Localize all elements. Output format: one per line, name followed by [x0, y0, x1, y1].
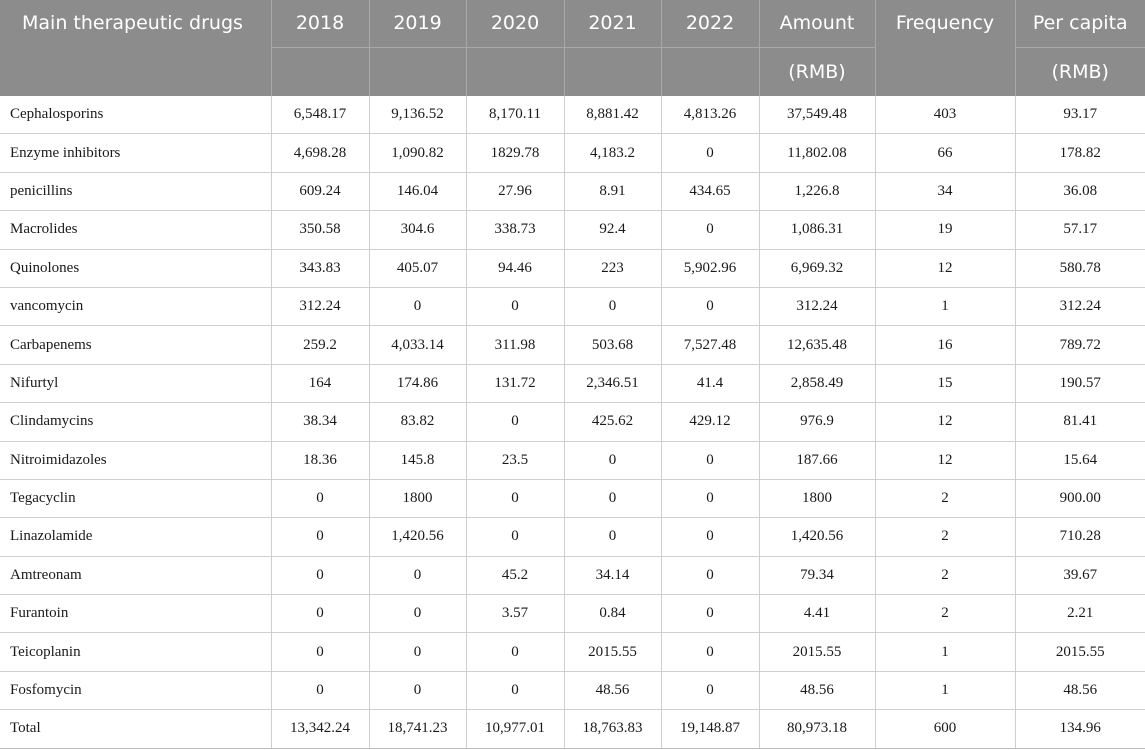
- cell-per-capita: 2.21: [1015, 595, 1145, 633]
- cell-per-capita: 312.24: [1015, 287, 1145, 325]
- cell-y2021: 4,183.2: [564, 134, 661, 172]
- table-row: [0, 441, 1145, 479]
- cell-y2018: 0: [271, 479, 369, 517]
- header-2021: [564, 0, 661, 96]
- cell-drug: Enzyme inhibitors: [0, 134, 271, 172]
- cell-frequency: 12: [875, 441, 1015, 479]
- header-2018: [271, 0, 369, 96]
- cell-y2019: 405.07: [369, 249, 466, 287]
- cell-y2019: 146.04: [369, 172, 466, 210]
- cell-y2019: 1,090.82: [369, 134, 466, 172]
- cell-y2020: 27.96: [466, 172, 564, 210]
- cell-y2020: 45.2: [466, 556, 564, 594]
- cell-y2022: 0: [661, 633, 759, 671]
- cell-y2020: 3.57: [466, 595, 564, 633]
- cell-amount: 312.24: [759, 287, 875, 325]
- cell-y2018: 164: [271, 364, 369, 402]
- cell-drug: Clindamycins: [0, 403, 271, 441]
- cell-y2018: 4,698.28: [271, 134, 369, 172]
- table-row: [0, 249, 1145, 287]
- cell-per-capita: 710.28: [1015, 518, 1145, 556]
- cell-per-capita: 93.17: [1015, 96, 1145, 134]
- header-per-capita-unit: (RMB): [1016, 47, 1145, 96]
- cell-y2019: 1,420.56: [369, 518, 466, 556]
- cell-drug: Teicoplanin: [0, 633, 271, 671]
- cell-y2018: 343.83: [271, 249, 369, 287]
- cell-per-capita: 789.72: [1015, 326, 1145, 364]
- cell-y2019: 9,136.52: [369, 96, 466, 134]
- cell-y2022: 5,902.96: [661, 249, 759, 287]
- cell-y2018: 312.24: [271, 287, 369, 325]
- header-drug: [0, 0, 271, 96]
- header-2020: [466, 0, 564, 96]
- cell-y2020: 94.46: [466, 249, 564, 287]
- cell-frequency: 16: [875, 326, 1015, 364]
- header-drug-label: Main therapeutic drugs: [22, 12, 243, 34]
- cell-amount: 11,802.08: [759, 134, 875, 172]
- cell-y2022: 19,148.87: [661, 710, 759, 748]
- cell-frequency: 1: [875, 671, 1015, 709]
- cell-per-capita: 36.08: [1015, 172, 1145, 210]
- cell-y2020: 311.98: [466, 326, 564, 364]
- cell-y2021: 18,763.83: [564, 710, 661, 748]
- table-row: [0, 96, 1145, 134]
- cell-y2022: 0: [661, 134, 759, 172]
- cell-y2022: 0: [661, 595, 759, 633]
- cell-y2018: 18.36: [271, 441, 369, 479]
- cell-y2020: 338.73: [466, 211, 564, 249]
- table-row: [0, 364, 1145, 402]
- cell-y2020: 0: [466, 633, 564, 671]
- cell-y2018: 0: [271, 518, 369, 556]
- cell-per-capita: 178.82: [1015, 134, 1145, 172]
- cell-y2019: 0: [369, 633, 466, 671]
- table-row: [0, 326, 1145, 364]
- header-amount-label: Amount: [779, 12, 855, 34]
- cell-drug: Total: [0, 710, 271, 748]
- cell-y2020: 0: [466, 403, 564, 441]
- cell-y2018: 259.2: [271, 326, 369, 364]
- cell-drug: penicillins: [0, 172, 271, 210]
- cell-frequency: 19: [875, 211, 1015, 249]
- header-row: [0, 0, 1145, 96]
- cell-frequency: 12: [875, 249, 1015, 287]
- cell-amount: 1800: [759, 479, 875, 517]
- header-2018-label: 2018: [295, 12, 345, 34]
- cell-per-capita: 900.00: [1015, 479, 1145, 517]
- cell-y2019: 0: [369, 287, 466, 325]
- header-2019: [369, 0, 466, 96]
- header-2020-label: 2020: [490, 12, 540, 34]
- cell-per-capita: 15.64: [1015, 441, 1145, 479]
- cell-per-capita: 57.17: [1015, 211, 1145, 249]
- cell-y2020: 0: [466, 479, 564, 517]
- cell-y2018: 0: [271, 671, 369, 709]
- cell-amount: 1,226.8: [759, 172, 875, 210]
- cell-drug: Nifurtyl: [0, 364, 271, 402]
- cell-amount: 6,969.32: [759, 249, 875, 287]
- cell-y2018: 0: [271, 556, 369, 594]
- table-row: [0, 134, 1145, 172]
- cell-frequency: 66: [875, 134, 1015, 172]
- table-row: [0, 671, 1145, 709]
- header-amount: [759, 0, 875, 96]
- cell-y2018: 38.34: [271, 403, 369, 441]
- table-row: [0, 595, 1145, 633]
- cell-frequency: 2: [875, 479, 1015, 517]
- cell-frequency: 12: [875, 403, 1015, 441]
- cell-frequency: 600: [875, 710, 1015, 748]
- cell-y2022: 4,813.26: [661, 96, 759, 134]
- cell-amount: 187.66: [759, 441, 875, 479]
- cell-y2021: 34.14: [564, 556, 661, 594]
- header-2021-label: 2021: [588, 12, 637, 34]
- cell-drug: Macrolides: [0, 211, 271, 249]
- cell-y2019: 174.86: [369, 364, 466, 402]
- cell-y2019: 83.82: [369, 403, 466, 441]
- cell-y2021: 0: [564, 441, 661, 479]
- cell-per-capita: 190.57: [1015, 364, 1145, 402]
- cell-frequency: 1: [875, 287, 1015, 325]
- cell-y2020: 0: [466, 518, 564, 556]
- cell-drug: Furantoin: [0, 595, 271, 633]
- cell-y2020: 0: [466, 287, 564, 325]
- table-row: [0, 172, 1145, 210]
- cell-frequency: 34: [875, 172, 1015, 210]
- cell-y2018: 0: [271, 633, 369, 671]
- cell-y2021: 92.4: [564, 211, 661, 249]
- cell-drug: Cephalosporins: [0, 96, 271, 134]
- cell-per-capita: 2015.55: [1015, 633, 1145, 671]
- cell-y2018: 13,342.24: [271, 710, 369, 748]
- cell-drug: vancomycin: [0, 287, 271, 325]
- cell-y2022: 41.4: [661, 364, 759, 402]
- cell-drug: Tegacyclin: [0, 479, 271, 517]
- cell-y2021: 8,881.42: [564, 96, 661, 134]
- total-row: [0, 710, 1145, 748]
- cell-amount: 2015.55: [759, 633, 875, 671]
- cell-drug: Amtreonam: [0, 556, 271, 594]
- cell-drug: Carbapenems: [0, 326, 271, 364]
- cell-y2019: 4,033.14: [369, 326, 466, 364]
- cell-y2021: 2,346.51: [564, 364, 661, 402]
- cell-y2022: 0: [661, 479, 759, 517]
- table-row: [0, 479, 1145, 517]
- cell-y2019: 0: [369, 595, 466, 633]
- cell-y2022: 0: [661, 671, 759, 709]
- table-row: [0, 211, 1145, 249]
- cell-amount: 37,549.48: [759, 96, 875, 134]
- cell-y2022: 0: [661, 556, 759, 594]
- cell-y2019: 0: [369, 556, 466, 594]
- cell-per-capita: 580.78: [1015, 249, 1145, 287]
- cell-drug: Fosfomycin: [0, 671, 271, 709]
- table-row: [0, 287, 1145, 325]
- cell-y2020: 8,170.11: [466, 96, 564, 134]
- cell-per-capita: 39.67: [1015, 556, 1145, 594]
- cell-amount: 4.41: [759, 595, 875, 633]
- header-per-capita: [1015, 0, 1145, 96]
- table-row: [0, 403, 1145, 441]
- cell-amount: 48.56: [759, 671, 875, 709]
- cell-y2020: 131.72: [466, 364, 564, 402]
- cell-drug: Linazolamide: [0, 518, 271, 556]
- cell-amount: 12,635.48: [759, 326, 875, 364]
- cell-y2022: 0: [661, 211, 759, 249]
- cell-frequency: 2: [875, 595, 1015, 633]
- cell-y2022: 429.12: [661, 403, 759, 441]
- cell-frequency: 403: [875, 96, 1015, 134]
- cell-per-capita: 48.56: [1015, 671, 1145, 709]
- table-row: [0, 633, 1145, 671]
- cell-y2021: 0: [564, 479, 661, 517]
- cell-y2020: 23.5: [466, 441, 564, 479]
- cell-y2022: 0: [661, 518, 759, 556]
- cell-frequency: 15: [875, 364, 1015, 402]
- cell-amount: 2,858.49: [759, 364, 875, 402]
- header-frequency: [875, 0, 1015, 96]
- cell-y2018: 609.24: [271, 172, 369, 210]
- cell-y2020: 0: [466, 671, 564, 709]
- cell-y2021: 425.62: [564, 403, 661, 441]
- cell-y2018: 0: [271, 595, 369, 633]
- cell-y2022: 0: [661, 287, 759, 325]
- cell-amount: 976.9: [759, 403, 875, 441]
- header-per-capita-label: Per capita: [1032, 12, 1128, 34]
- header-frequency-label: Frequency: [895, 12, 995, 34]
- cell-y2021: 0.84: [564, 595, 661, 633]
- cell-frequency: 2: [875, 556, 1015, 594]
- table-body: [0, 96, 1145, 748]
- cell-y2019: 1800: [369, 479, 466, 517]
- cell-y2021: 48.56: [564, 671, 661, 709]
- header-2022: [661, 0, 759, 96]
- cell-y2021: 0: [564, 518, 661, 556]
- cell-y2021: 503.68: [564, 326, 661, 364]
- cell-y2022: 434.65: [661, 172, 759, 210]
- cell-y2018: 6,548.17: [271, 96, 369, 134]
- cell-amount: 1,420.56: [759, 518, 875, 556]
- table-row: [0, 556, 1145, 594]
- cell-y2019: 145.8: [369, 441, 466, 479]
- header-2022-label: 2022: [685, 12, 735, 34]
- cell-amount: 1,086.31: [759, 211, 875, 249]
- cell-y2019: 0: [369, 671, 466, 709]
- cell-y2020: 1829.78: [466, 134, 564, 172]
- cell-amount: 80,973.18: [759, 710, 875, 748]
- header-2019-label: 2019: [393, 12, 442, 34]
- cell-per-capita: 81.41: [1015, 403, 1145, 441]
- header-amount-unit: (RMB): [760, 47, 875, 96]
- cell-y2019: 18,741.23: [369, 710, 466, 748]
- cell-y2020: 10,977.01: [466, 710, 564, 748]
- cell-y2021: 8.91: [564, 172, 661, 210]
- cell-y2022: 0: [661, 441, 759, 479]
- cell-drug: Quinolones: [0, 249, 271, 287]
- cell-y2022: 7,527.48: [661, 326, 759, 364]
- cell-per-capita: 134.96: [1015, 710, 1145, 748]
- cell-drug: Nitroimidazoles: [0, 441, 271, 479]
- cell-y2018: 350.58: [271, 211, 369, 249]
- cell-frequency: 1: [875, 633, 1015, 671]
- cell-frequency: 2: [875, 518, 1015, 556]
- cell-y2021: 0: [564, 287, 661, 325]
- cell-y2021: 223: [564, 249, 661, 287]
- cell-y2019: 304.6: [369, 211, 466, 249]
- cell-y2021: 2015.55: [564, 633, 661, 671]
- table-row: [0, 518, 1145, 556]
- cell-amount: 79.34: [759, 556, 875, 594]
